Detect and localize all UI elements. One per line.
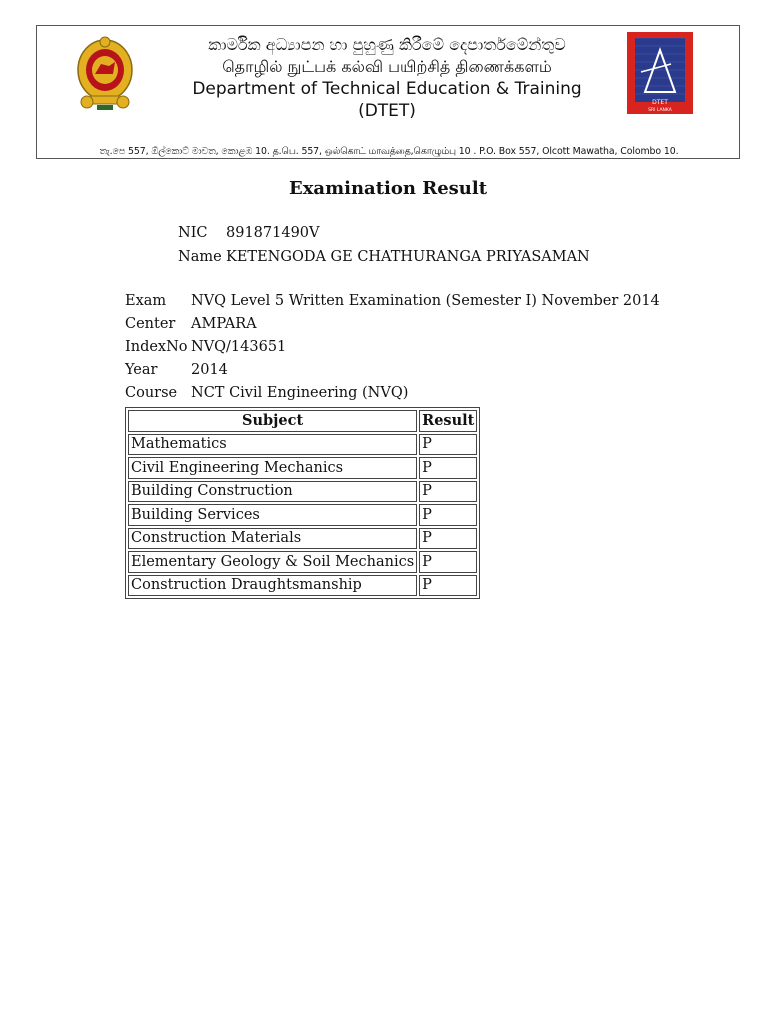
letterhead <box>36 25 740 159</box>
english-title: Department of Technical Education & Training <box>192 79 582 99</box>
table-row <box>128 457 477 479</box>
subject-cell: Construction Materials <box>128 528 417 550</box>
center-value: AMPARA <box>191 316 257 332</box>
abbreviation: (DTET) <box>358 101 416 121</box>
tamil-title: தொழில் நுட்பக் கல்வி பயிற்சித் திணைக்களம் <box>222 57 552 76</box>
subject-cell: Construction Draughtsmanship <box>128 575 417 597</box>
center-label: Center <box>125 316 176 332</box>
title-block <box>167 34 607 122</box>
name-row <box>178 247 590 267</box>
results-header-row <box>128 410 477 432</box>
index-value: NVQ/143651 <box>191 339 287 355</box>
course-label: Course <box>125 385 178 401</box>
sinhala-title: කාර්මික අධ්‍යාපන හා පුහුණු කිරීමේ දෙපාර්තමේන්තුව <box>208 35 566 54</box>
name-value: KETENGODA GE CHATHURANGA PRIYASAMAN <box>226 249 590 265</box>
nic-label: NIC <box>178 225 208 241</box>
table-row <box>128 551 477 573</box>
result-cell: P <box>419 528 477 550</box>
postal-address: තැ.පෙ 557, ඕල්කොට් මාවත, කොළඹ 10. த.பெ. 557, ஒல்கொட் மாவத்தை,கொழும்பு 10 . P.O. Box 557, Olcott Mawatha, Colombo 10. <box>99 146 679 157</box>
result-cell: P <box>419 434 477 456</box>
nic-value: 891871490V <box>226 225 320 241</box>
year-value: 2014 <box>191 362 228 378</box>
sri-lanka-emblem-icon <box>73 34 137 112</box>
nic-row <box>178 223 320 243</box>
result-header: Result <box>419 410 477 432</box>
subject-cell: Building Services <box>128 504 417 526</box>
result-cell: P <box>419 575 477 597</box>
results-table <box>125 407 480 599</box>
name-label: Name <box>178 249 222 265</box>
course-value: NCT Civil Engineering (NVQ) <box>191 385 409 401</box>
page-title: Examination Result <box>288 178 488 199</box>
dtet-logo-subtext: SRI LANKA <box>648 108 672 113</box>
course-row <box>125 383 408 403</box>
year-label: Year <box>125 362 158 378</box>
subject-cell: Elementary Geology & Soil Mechanics <box>128 551 417 573</box>
subject-header: Subject <box>128 410 417 432</box>
index-label: IndexNo <box>125 339 188 355</box>
table-row <box>128 575 477 597</box>
table-row <box>128 504 477 526</box>
subject-cell: Mathematics <box>128 434 417 456</box>
result-cell: P <box>419 481 477 503</box>
dtet-logo-icon <box>627 32 693 114</box>
dtet-logo-text: DTET <box>652 99 668 106</box>
table-row <box>128 481 477 503</box>
result-cell: P <box>419 504 477 526</box>
result-cell: P <box>419 551 477 573</box>
center-row <box>125 314 257 334</box>
subject-cell: Civil Engineering Mechanics <box>128 457 417 479</box>
result-cell: P <box>419 457 477 479</box>
subject-cell: Building Construction <box>128 481 417 503</box>
exam-row <box>125 291 660 311</box>
table-row <box>128 528 477 550</box>
exam-value: NVQ Level 5 Written Examination (Semester I) November 2014 <box>191 293 660 309</box>
exam-label: Exam <box>125 293 167 309</box>
year-row <box>125 360 228 380</box>
table-row <box>128 434 477 456</box>
index-row <box>125 337 286 357</box>
